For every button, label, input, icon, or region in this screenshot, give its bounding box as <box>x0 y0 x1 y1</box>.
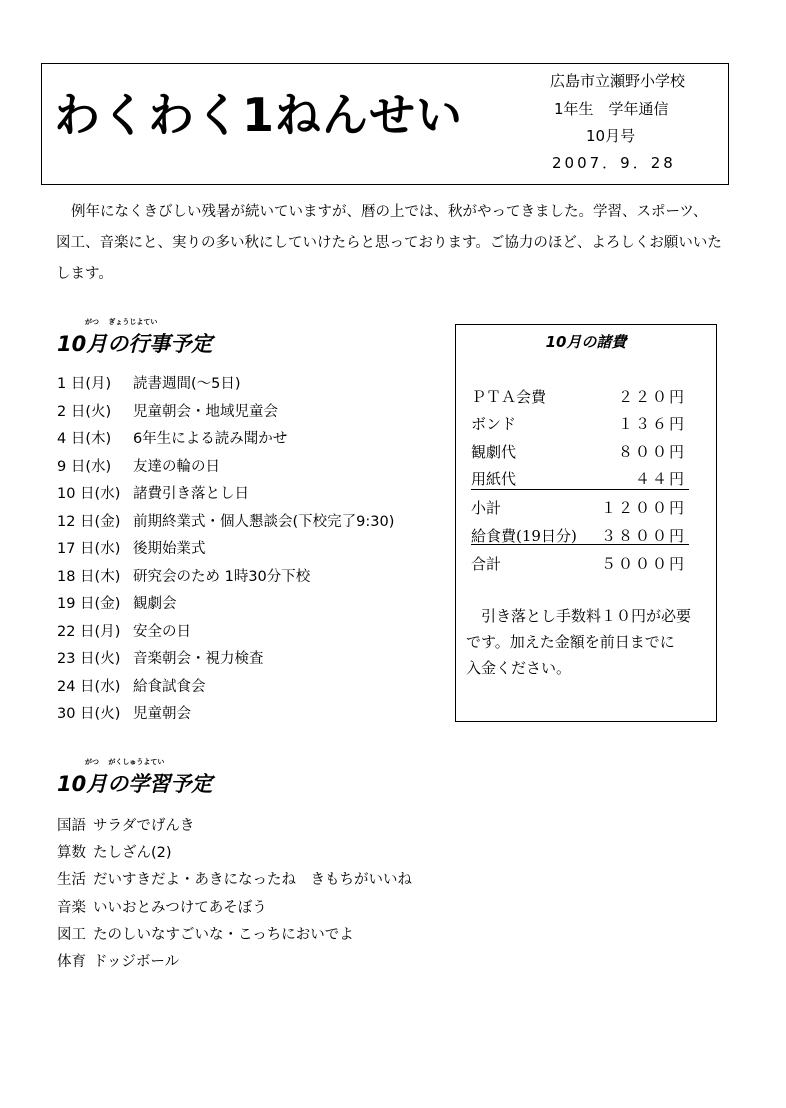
fee-amount: ８００円 <box>617 443 686 461</box>
fees-divider-2 <box>471 544 689 545</box>
fee-name: 合計 <box>471 555 502 573</box>
grade-label: 1年生 学年通信 <box>554 100 669 118</box>
fees-box <box>455 324 717 722</box>
schedule-row <box>57 510 395 530</box>
fee-row <box>471 553 686 579</box>
schedule-date: 22 日(月) <box>57 623 121 640</box>
issue-date: 2007．9．28 <box>552 154 676 172</box>
schedule-row <box>57 620 191 640</box>
schedule-event: 後期始業式 <box>133 541 206 557</box>
schedule-event: 6年生による読み聞かせ <box>133 431 288 447</box>
schedule-row <box>57 455 220 475</box>
schedule-event: 観劇会 <box>133 596 177 612</box>
schedule-title-text: 10月の行事予定 <box>57 332 213 356</box>
fee-amount: ２２０円 <box>617 388 686 406</box>
study-row <box>57 950 179 971</box>
fee-name: 給食費(19日分) <box>471 527 577 545</box>
schedule-date: 4 日(木) <box>57 431 112 447</box>
schedule-event: 児童朝会 <box>133 706 191 722</box>
schedule-event: 音楽朝会・視力検査 <box>133 651 264 667</box>
schedule-date: 2 日(火) <box>57 403 112 420</box>
intro-line-3: します。 <box>56 266 113 282</box>
intro-paragraph <box>56 197 736 290</box>
schedule-event: 諸費引き落とし日 <box>133 486 249 502</box>
schedule-event: 研究会のため 1時30分下校 <box>133 568 311 585</box>
schedule-row <box>57 675 206 695</box>
schedule-event: 前期終業式・個人懇談会(下校完了9:30) <box>133 513 395 530</box>
schedule-date: 18 日(木) <box>57 568 121 585</box>
fee-row <box>471 413 686 439</box>
fee-name: 用紙代 <box>471 470 517 488</box>
schedule-row <box>57 427 288 447</box>
fee-row <box>471 386 686 412</box>
study-subject: 図工 <box>57 926 86 943</box>
schedule-row <box>57 372 241 392</box>
study-row <box>57 841 172 862</box>
schedule-event: 読書週間(～5日) <box>133 376 241 392</box>
schedule-date: 1 日(月) <box>57 376 112 392</box>
fee-name: ＰＴＡ会費 <box>471 388 547 406</box>
fee-row <box>471 497 686 523</box>
fee-row <box>471 525 686 551</box>
school-name: 広島市立瀬野小学校 <box>550 72 686 90</box>
fee-amount: ４４円 <box>634 470 686 488</box>
fees-title: 10月の諸費 <box>545 333 627 351</box>
schedule-date: 24 日(水) <box>57 678 121 695</box>
study-title <box>57 758 213 798</box>
fee-row <box>471 441 686 467</box>
study-content: たしざん(2) <box>93 845 172 862</box>
schedule-event: 給食試食会 <box>133 678 206 695</box>
fee-name: ボンド <box>471 415 517 433</box>
schedule-row <box>57 702 191 722</box>
fees-divider-1 <box>471 489 689 490</box>
schedule-date: 23 日(火) <box>57 651 121 667</box>
schedule-row <box>57 537 206 557</box>
fee-amount: ３８００円 <box>600 527 686 545</box>
schedule-date: 9 日(水) <box>57 458 112 475</box>
fee-amount: ５０００円 <box>600 555 686 573</box>
fee-name: 小計 <box>471 499 502 517</box>
study-row <box>57 923 354 944</box>
schedule-date: 17 日(水) <box>57 541 121 557</box>
study-row <box>57 814 194 835</box>
fees-note-line-3: 入金ください。 <box>466 659 572 677</box>
fees-note <box>466 603 716 681</box>
fee-amount: １３６円 <box>617 415 686 433</box>
schedule-row <box>57 592 177 612</box>
study-subject: 体育 <box>57 954 86 970</box>
intro-line-1: 例年になくきびしい残暑が続いていますが、暦の上では、秋がやってきました。学習、スポーツ、 <box>71 204 708 220</box>
fees-note-line-1: 引き落とし手数料１０円が必要 <box>481 607 692 625</box>
intro-line-2: 図工、音楽にと、実りの多い秋にしていけたらと思っております。ご協力のほど、よろしくお願いいた <box>56 235 722 251</box>
study-title-text: 10月の学習予定 <box>57 772 213 796</box>
study-subject: 音楽 <box>57 899 86 916</box>
fees-note-line-2: です。加えた金額を前日までに <box>466 633 675 651</box>
study-content: だいすきだよ・あきになったね きもちがいいね <box>93 872 412 889</box>
issue-label: 10月号 <box>586 127 636 145</box>
study-row <box>57 868 412 889</box>
study-subject: 算数 <box>57 845 86 862</box>
study-subject: 国語 <box>57 818 86 834</box>
schedule-date: 10 日(水) <box>57 486 121 502</box>
schedule-row <box>57 565 311 585</box>
schedule-date: 19 日(金) <box>57 596 121 612</box>
schedule-row <box>57 647 264 667</box>
study-content: いいおとみつけてあそぼう <box>93 899 267 916</box>
schedule-title <box>57 318 213 358</box>
newsletter-title: わくわく1ねんせい <box>54 88 464 142</box>
study-row <box>57 896 267 917</box>
fee-amount: １２００円 <box>600 499 686 517</box>
schedule-event: 児童朝会・地域児童会 <box>133 403 278 420</box>
study-content: サラダでげんき <box>93 818 195 834</box>
fee-name: 観劇代 <box>471 443 517 461</box>
schedule-row <box>57 400 278 420</box>
schedule-date: 30 日(火) <box>57 706 121 722</box>
study-subject: 生活 <box>57 872 86 889</box>
fee-row <box>471 468 686 494</box>
schedule-event: 友達の輪の日 <box>133 458 220 475</box>
study-content: たのしいなすごいな・こっちにおいでよ <box>93 926 354 943</box>
schedule-title-ruby: がつ ぎょうじよてい <box>85 318 158 326</box>
schedule-row <box>57 482 249 502</box>
study-content: ドッジボール <box>93 954 180 970</box>
study-title-ruby: がつ がくしゅうよてい <box>85 758 165 766</box>
schedule-event: 安全の日 <box>133 623 191 640</box>
schedule-date: 12 日(金) <box>57 513 121 530</box>
